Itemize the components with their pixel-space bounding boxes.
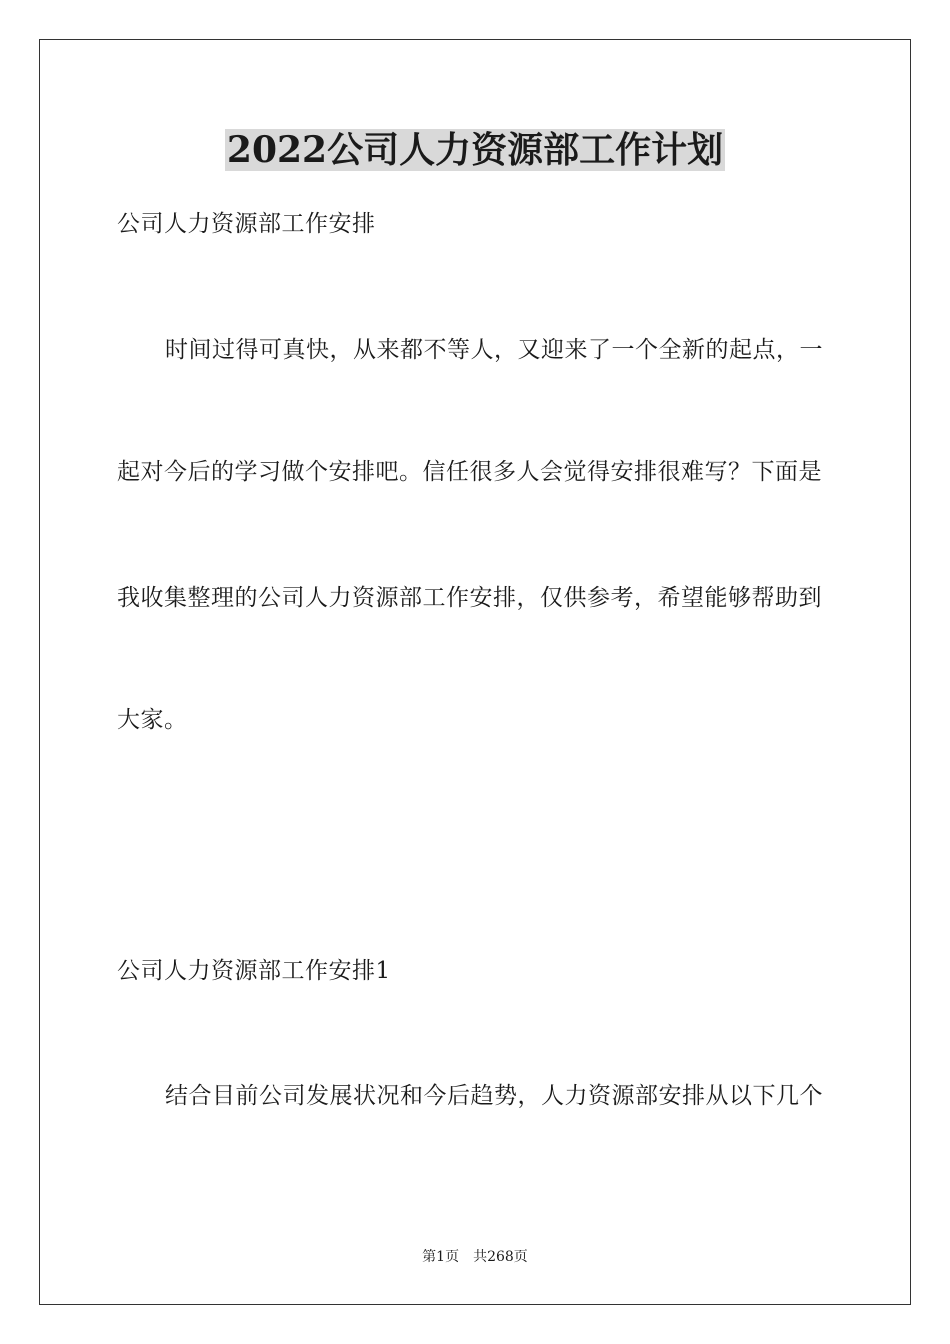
paragraph-line: 我收集整理的公司人力资源部工作安排，仅供参考，希望能够帮助到 — [117, 585, 822, 611]
paragraph-line: 起对今后的学习做个安排吧。信任很多人会觉得安排很难写？下面是 — [117, 459, 822, 485]
paragraph-line: 时间过得可真快，从来都不等人，又迎来了一个全新的起点，一 — [165, 337, 823, 363]
paragraph-line: 大家。 — [117, 707, 188, 733]
subtitle: 公司人力资源部工作安排 — [117, 211, 376, 237]
document-title — [0, 128, 950, 172]
section-heading: 公司人力资源部工作安排1 — [117, 958, 391, 984]
page-footer: 第1页 共268页 — [422, 1249, 528, 1265]
document-title-text: 2022公司人力资源部工作计划 — [226, 129, 724, 171]
paragraph-line: 结合目前公司发展状况和今后趋势，人力资源部安排从以下几个 — [165, 1083, 823, 1109]
